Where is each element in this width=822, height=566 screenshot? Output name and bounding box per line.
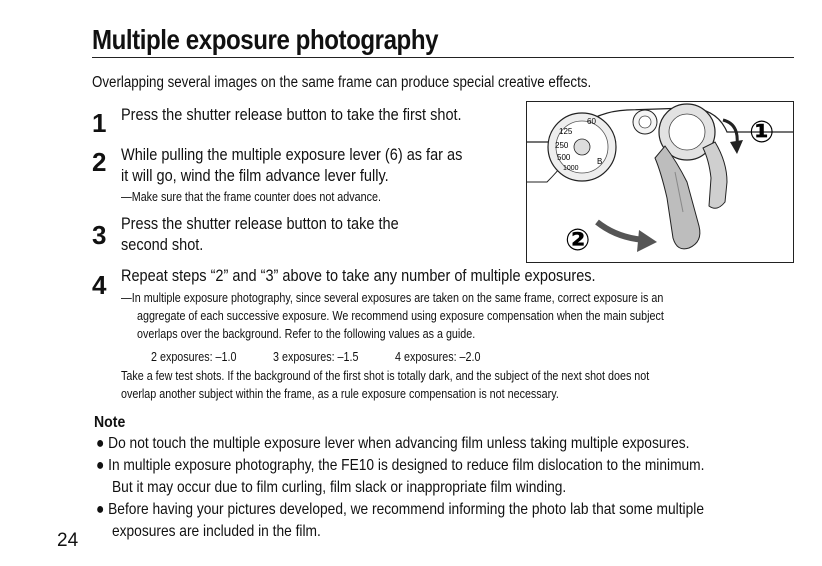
callout-1-label: ①: [749, 115, 775, 150]
dial-number-250: 250: [555, 141, 569, 150]
intro-text: Overlapping several images on the same frame can produce special creative effects.: [92, 74, 592, 91]
film-advance-lever: [655, 104, 715, 249]
note-bullet-3-cont: exposures are included in the film.: [112, 523, 321, 540]
note-bullet-1-text: Do not touch the multiple exposure lever when advancing film unless taking multiple exposures.: [108, 435, 690, 452]
camera-diagram-svg: [527, 102, 793, 262]
note-bullet-3-text: Before having your pictures developed, we recommend informing the photo lab that some multiple: [108, 501, 704, 518]
step-1-number: 1: [92, 108, 107, 138]
camera-illustration: [526, 101, 794, 263]
step-4-number: 4: [92, 270, 107, 300]
step-3-number: 3: [92, 220, 107, 250]
step-4-sub-line-2: aggregate of each successive exposure. We recommend using exposure compensation when the main subject: [137, 309, 664, 323]
step-1-text: Press the shutter release button to take the first shot.: [121, 106, 462, 124]
shutter-speed-dial: [548, 113, 616, 181]
dial-number-B: B: [597, 157, 603, 166]
multiple-exposure-lever: [703, 142, 727, 208]
dial-number-500: 500: [557, 153, 571, 162]
step-2-line-2: it will go, wind the film advance lever fully.: [121, 167, 389, 185]
note-bullet-2-text: In multiple exposure photography, the FE10 is designed to reduce film dislocation to the minimum.: [108, 457, 705, 474]
note-bullet-1: ● Do not touch the multiple exposure lever when advancing film unless taking multiple exposures.: [96, 435, 690, 452]
page-number: 24: [57, 530, 79, 551]
step-4-sub-line-3: overlaps over the background. Refer to the following values as a guide.: [137, 327, 476, 341]
step-4-sub-line-1: —In multiple exposure photography, since several exposures are taken on the same frame, correct exposure is an: [121, 291, 664, 305]
note-bullet-2-cont: But it may occur due to film curling, film slack or inappropriate film winding.: [112, 479, 567, 496]
callout-2-label: ②: [565, 223, 591, 258]
dial-number-60: 60: [587, 117, 596, 126]
exposure-value-3: 3 exposures: –1.5: [273, 350, 359, 364]
arrow-2: [597, 222, 657, 252]
step-2-line-1: While pulling the multiple exposure lever (6) as far as: [121, 146, 463, 164]
note-bullet-3: ● Before having your pictures developed, we recommend informing the photo lab that some multiple: [96, 501, 704, 518]
exposure-value-2: 2 exposures: –1.0: [151, 350, 237, 364]
title-underline: [92, 57, 794, 58]
arrow-1: [723, 120, 743, 154]
step-2-subnote: —Make sure that the frame counter does not advance.: [121, 190, 381, 204]
note-heading: Note: [94, 414, 126, 431]
note-bullet-2: ● In multiple exposure photography, the FE10 is designed to reduce film dislocation to the minimum.: [96, 457, 705, 474]
dial-number-1000: 1000: [563, 165, 579, 172]
exposure-value-4: 4 exposures: –2.0: [395, 350, 481, 364]
dial-number-125: 125: [559, 127, 573, 136]
step-3-line-1: Press the shutter release button to take the: [121, 215, 399, 233]
step-4-text: Repeat steps “2” and “3” above to take any number of multiple exposures.: [121, 267, 596, 285]
page-title: Multiple exposure photography: [92, 24, 439, 55]
shutter-release-button: [633, 110, 657, 134]
step-2-number: 2: [92, 147, 107, 177]
step-3-line-2: second shot.: [121, 236, 204, 254]
tip-line-2: overlap another subject within the frame, as a rule exposure compensation is not necessary.: [121, 387, 559, 401]
tip-line-1: Take a few test shots. If the background of the first shot is totally dark, and the subject of the next shot does not: [121, 369, 650, 383]
